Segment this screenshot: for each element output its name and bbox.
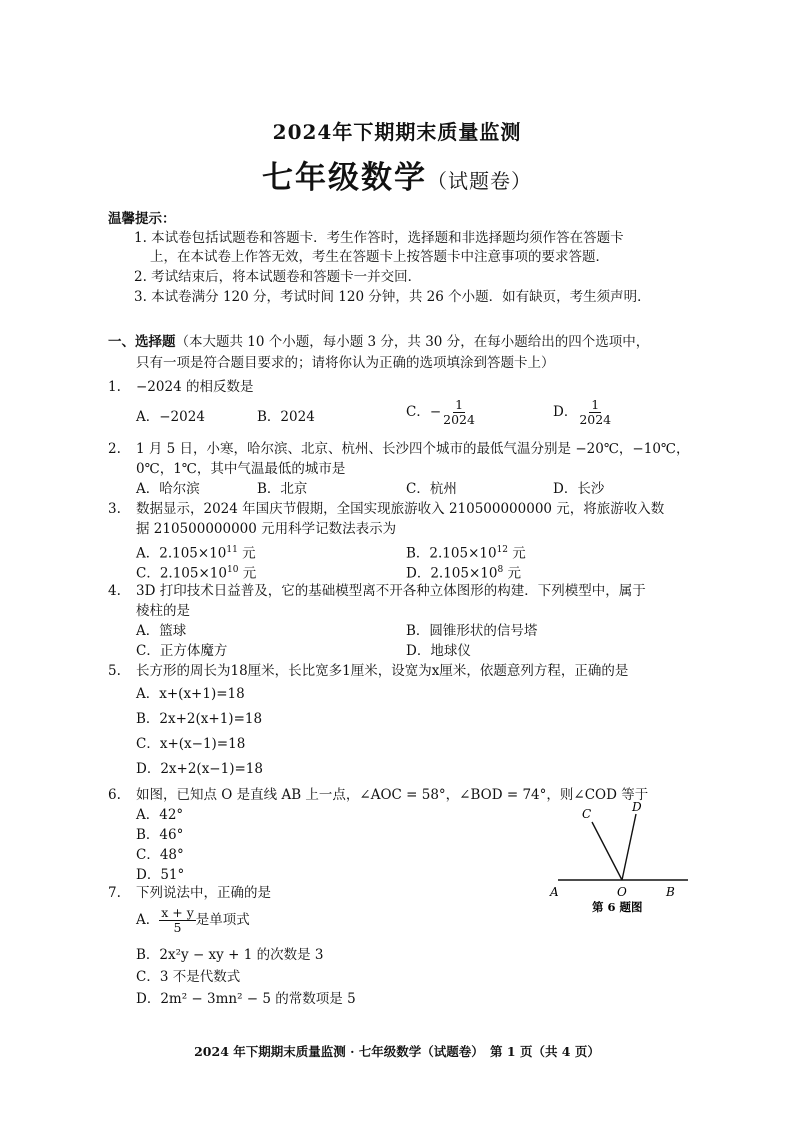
q3-c-unit: 元 — [238, 565, 257, 582]
q4-option-a: A．篮球 — [136, 623, 187, 639]
q3-line-1: 数据显示，2024 年国庆节假期，全国实现旅游收入 210500000000 元，将旅游收入数 — [136, 501, 665, 517]
q3-d-unit: 元 — [503, 565, 521, 582]
q1-option-d-fraction — [577, 398, 613, 427]
q6-option-d: D．51° — [136, 867, 185, 883]
q7-number: 7. — [108, 885, 121, 901]
q1-option-c — [406, 398, 477, 427]
section-number: 一、 — [108, 334, 135, 350]
q3-line-2: 据 210500000000 元用科学记数法表示为 — [136, 521, 397, 537]
q3-b-exponent: 12 — [496, 545, 509, 555]
q3-d-exponent: 8 — [497, 565, 504, 575]
q3-a-base: A．2.105×10 — [136, 545, 227, 562]
q5-option-a: A．x+(x+1)=18 — [136, 686, 245, 702]
section-name: 选择题 — [135, 334, 176, 350]
q1-option-b: B．2024 — [257, 409, 315, 425]
paper-type: （试题卷） — [427, 169, 532, 193]
q7-a-fraction — [159, 906, 196, 935]
q2-option-d: D．长沙 — [553, 481, 605, 497]
q1-option-a: A．−2024 — [136, 409, 205, 425]
q7-a-text: 是单项式 — [195, 912, 250, 928]
q3-b-unit: 元 — [508, 545, 526, 562]
q7-option-d: D．2m² − 3mn² − 5 的常数项是 5 — [136, 991, 356, 1007]
q2-number: 2. — [108, 441, 121, 457]
q6-stem: 如图，已知点 O 是直线 AB 上一点，∠AOC = 58°，∠BOD = 74°，则∠COD 等于 — [136, 787, 649, 803]
q7-option-a — [136, 906, 250, 935]
notice-heading: 温馨提示： — [108, 211, 176, 227]
q1-option-c-fraction — [441, 398, 477, 427]
label-d: D — [632, 800, 642, 814]
label-c: C — [582, 807, 592, 821]
q2-option-b: B．北京 — [257, 481, 308, 497]
q4-line-2: 棱柱的是 — [136, 603, 190, 619]
q2-line-1: 1 月 5 日，小寒，哈尔滨、北京、杭州、长沙四个城市的最低气温分别是 −20℃，−10℃， — [136, 441, 690, 457]
q4-option-d: D．地球仪 — [406, 643, 471, 659]
section-heading — [108, 333, 649, 351]
q1-d-denominator: 2024 — [579, 412, 612, 427]
q3-b-base: B．2.105×10 — [406, 545, 497, 562]
notice-item-2: 2. 考试结束后，将本试题卷和答题卡一并交回． — [134, 269, 422, 285]
q5-option-b: B．2x+2(x+1)=18 — [136, 711, 263, 727]
q7-a-denominator: 5 — [173, 920, 182, 935]
q7-a-label: A． — [136, 912, 160, 928]
q7-option-c: C．3 不是代数式 — [136, 969, 241, 985]
q1-c-denominator: 2024 — [443, 412, 475, 427]
q3-c-exponent: 10 — [226, 565, 239, 575]
q3-option-b — [406, 541, 526, 563]
q6-option-a: A．42° — [136, 807, 184, 823]
section-desc-1: （本大题共 10 个小题，每小题 3 分，共 30 分，在每小题给出的四个选项中， — [175, 334, 650, 350]
q3-option-a — [136, 541, 256, 563]
notice-item-3: 3. 本试卷满分 120 分，考试时间 120 分钟，共 26 个小题．如有缺页，考生须声明． — [134, 289, 651, 305]
exam-title: 2024年下期期末质量监测 — [272, 120, 522, 144]
q3-option-d — [406, 561, 521, 583]
notice-item-1-cont: 上，在本试卷上作答无效，考生在答题卡上按答题卡中注意事项的要求答题． — [150, 249, 609, 265]
q4-option-c: C．正方体魔方 — [136, 643, 228, 659]
q3-option-c — [136, 561, 256, 583]
q7-option-b: B．2x²y − xy + 1 的次数是 3 — [136, 947, 324, 963]
q6-figure — [540, 798, 700, 918]
q3-number: 3. — [108, 501, 121, 517]
q1-c-numerator: 1 — [455, 397, 464, 412]
exam-subtitle — [0, 152, 794, 197]
q2-line-2: 0℃，1℃，其中气温最低的城市是 — [136, 461, 346, 477]
q4-number: 4. — [108, 583, 121, 599]
section-desc-2: 只有一项是符合题目要求的；请将你认为正确的选项填涂到答题卡上） — [136, 355, 555, 371]
q1-stem: −2024 的相反数是 — [136, 379, 254, 395]
q1-option-d-label: D． — [553, 404, 578, 420]
q3-d-base: D．2.105×10 — [406, 565, 498, 582]
label-o: O — [617, 885, 627, 899]
q4-option-b: B．圆锥形状的信号塔 — [406, 623, 538, 639]
page-footer: 2024 年下期期末质量监测 · 七年级数学（试题卷） 第 1 页（共 4 页） — [194, 1044, 600, 1059]
q7-stem: 下列说法中，正确的是 — [136, 885, 271, 901]
ray-od — [622, 814, 636, 880]
q6-option-c: C．48° — [136, 847, 184, 863]
q5-option-d: D．2x+2(x−1)=18 — [136, 761, 263, 777]
ray-oc — [592, 822, 622, 880]
q6-number: 6. — [108, 787, 121, 803]
q1-option-d — [553, 398, 613, 427]
notice-item-1: 1. 本试卷包括试题卷和答题卡．考生作答时，选择题和非选择题均须作答在答题卡 — [134, 230, 624, 246]
subject-title: 七年级数学 — [262, 160, 427, 196]
label-b: B — [666, 885, 675, 899]
q1-number: 1. — [108, 379, 121, 395]
q2-option-a: A．哈尔滨 — [136, 481, 200, 497]
q2-option-c: C．杭州 — [406, 481, 457, 497]
figure-caption: 第 6 题图 — [592, 900, 643, 914]
label-a: A — [550, 885, 559, 899]
q5-stem: 长方形的周长为18厘米，长比宽多1厘米，设宽为x厘米，依题意列方程，正确的是 — [136, 663, 629, 679]
q4-line-1: 3D 打印技术日益普及，它的基础模型离不开各种立体图形的构建．下列模型中，属于 — [136, 583, 646, 599]
q5-option-c: C．x+(x−1)=18 — [136, 736, 246, 752]
q6-option-b: B．46° — [136, 827, 184, 843]
q1-option-c-label: C．− — [406, 404, 442, 420]
q3-a-unit: 元 — [237, 545, 256, 562]
q1-d-numerator: 1 — [591, 397, 600, 412]
q3-c-base: C．2.105×10 — [136, 565, 227, 582]
q3-a-exponent: 11 — [226, 545, 238, 555]
q5-number: 5. — [108, 663, 121, 679]
q7-a-numerator: x + y — [161, 905, 194, 920]
